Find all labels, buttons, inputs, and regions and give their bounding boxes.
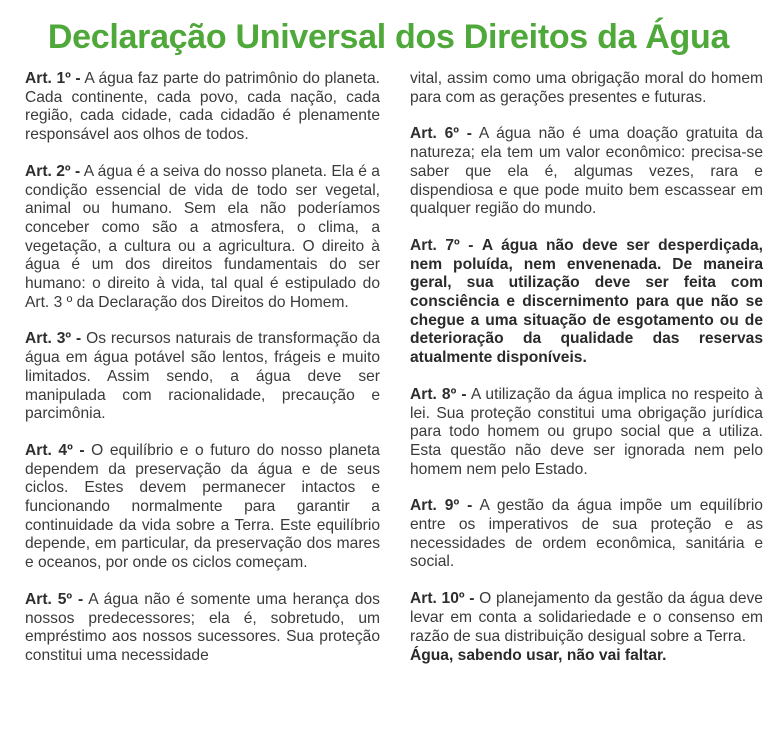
article-text: A água é a seiva do nosso planeta. Ela é a condição essencial de vida de todo ser vegetal, animal ou humano. Sem ela não poderíamos conceber como são a atmosfera, o clima, a vegetação, a cultura ou a agricultura. O direito à água é um dos direitos fundamentais do ser humano: o direito à vida, tal qual é estipulado do Art. 3 º da Declaração dos Direitos do Homem. [25, 162, 380, 311]
article-text: O equilíbrio e o futuro do nosso planeta dependem da preservação da água e de seus ciclos. Estes devem permanecer intactos e funcionando normalmente para garantir a continuidade da vida sobre a Terra. Este equilíbrio depende, em particular, da preservação dos mares e oceanos, por onde os ciclos começam. [25, 441, 380, 572]
article-text: A utilização da água implica no respeito à lei. Sua proteção constitui uma obrigação jurídica para todo homem ou grupo social que a utiliza. Esta questão não deve ser ignorada nem pelo homem nem pelo Estado. [410, 385, 763, 478]
article-text: Os recursos naturais de transformação da água em água potável são lentos, frágeis e muito limitados. Assim sendo, a água deve ser manipulada com racionalidade, precaução e parcimônia. [25, 330, 380, 423]
article-10 [410, 590, 763, 646]
article-text: A gestão da água impõe um equilíbrio entre os imperativos de sua proteção e as necessidades de ordem econômica, sanitária e social. [410, 497, 763, 571]
right-column [410, 70, 763, 684]
article-6 [410, 125, 763, 219]
article-8 [410, 386, 763, 480]
article-label: Art. 3º - [25, 330, 82, 348]
left-column [25, 70, 380, 684]
closing-slogan: Água, sabendo usar, não vai faltar. [410, 647, 667, 665]
article-5 [25, 591, 380, 666]
article-label: Art. 4º - [25, 441, 85, 459]
article-7 [410, 237, 763, 368]
article-4 [25, 442, 380, 573]
article-label: Art. 9º - [410, 497, 473, 515]
article-2 [25, 163, 380, 313]
article-text: A água não é uma doação gratuita da natureza; ela tem um valor econômico: precisa-se saber que ela é, algumas vezes, rara e dispendiosa e que pode muito bem escassear em qualquer região do mundo. [410, 125, 763, 218]
article-3 [25, 330, 380, 424]
article-label: Art. 10º - [410, 590, 475, 608]
article-label: Art. 2º - [25, 162, 81, 180]
article-label: Art. 6º - [410, 125, 472, 143]
article-label: Art. 7º - [410, 236, 474, 254]
article-label: Art. 5º - [25, 590, 84, 608]
page-title: Declaração Universal dos Direitos da Água [47, 18, 730, 56]
article-text: A água não deve ser desperdiçada, nem poluída, nem envenenada. De maneira geral, sua utilização deve ser feita com consciência e discernimento para que não se chegue a uma situação de esgotamento ou de deterioração da qualidade das reservas atualmente disponíveis. [410, 236, 763, 367]
article-text: A água faz parte do patrimônio do planeta. Cada continente, cada povo, cada nação, cada região, cada cidade, cada cidadão é plenamente responsável aos olhos de todos. [25, 70, 380, 144]
article-label: Art. 1º - [25, 70, 81, 87]
article-5-continuation: vital, assim como uma obrigação moral do homem para com as gerações presentes e futuras. [410, 70, 763, 106]
article-text: O planejamento da gestão da água deve levar em conta a solidariedade e o consenso em razão de sua distribuição desigual sobre a Terra. [410, 590, 763, 645]
article-9 [410, 497, 763, 572]
article-text: A água não é somente uma herança dos nossos predecessores; ela é, sobretudo, um empréstimo aos nossos sucessores. Sua proteção constitui uma necessidade [25, 590, 380, 664]
article-1 [25, 70, 380, 145]
article-label: Art. 8º - [410, 385, 467, 403]
